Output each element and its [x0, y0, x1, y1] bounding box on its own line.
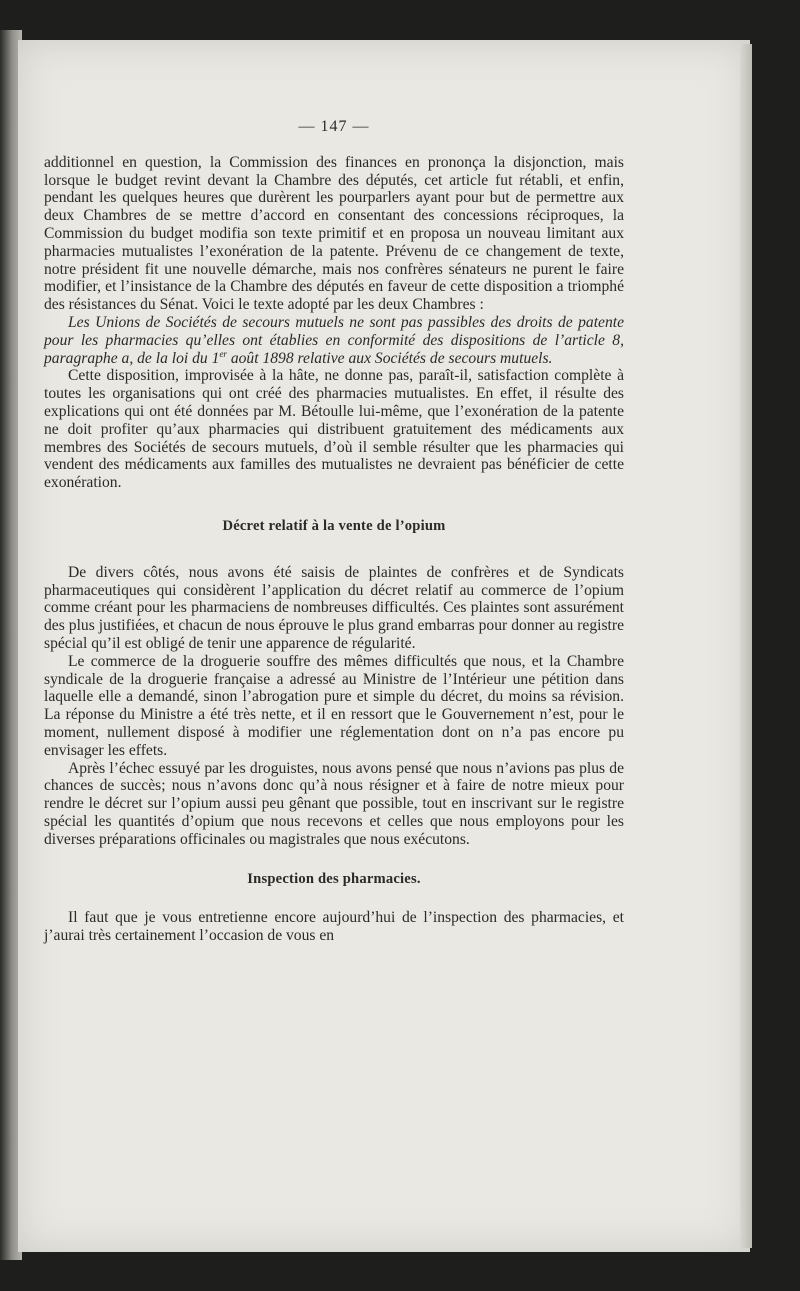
heading-opium: Décret relatif à la vente de l’opium	[222, 517, 446, 534]
quote-text-end: août 1898 relative aux Sociétés de secours mutuels.	[226, 349, 553, 367]
page-content	[44, 118, 624, 945]
paragraph-inspection-1: Il faut que je vous entretienne encore aujourd’hui de l’inspection des pharmacies, et j’aurai très certainement l’occasion de vous en	[44, 909, 624, 945]
paragraph-opium-3: Après l’échec essuyé par les droguistes, nous avons pensé que nous n’avions pas plus de chances de succès; nous n’avons donc qu’à nous résigner et à faire de notre mieux pour rendre le décret sur l’opium aussi peu gênant que possible, tout en inscrivant sur le registre spécial les quantités d’opium que nous recevons et celles que nous employons pour les diverses préparations officinales ou magistrales que nous exécutons.	[44, 759, 624, 848]
page-number: — 147 —	[298, 118, 370, 135]
heading-inspection: Inspection des pharmacies.	[247, 871, 421, 888]
paragraph-opium-1: De divers côtés, nous avons été saisis de plaintes de confrères et de Syndicats pharmaceutiques qui considèrent l’application du décret relatif au commerce de l’opium comme créant pour les pharmaciens de nombreuses difficultés. Ces plaintes sont assurément des plus justifiées, et chacun de nous éprouve le plus grand embarras pour donner au registre spécial qu’il est obligé de tenir une apparence de régularité.	[44, 563, 624, 652]
quote-superscript: er	[219, 348, 227, 359]
quote-text-start: Les Unions de Sociétés de secours mutuels ne sont pas passibles des droits de patente pour les pharmacies qu’elles ont établies en conformité des dispositions de l’article 8, paragraphe a, de la loi du 1	[44, 313, 624, 367]
quoted-law-text	[44, 314, 624, 367]
paragraph-disposition: Cette disposition, improvisée à la hâte, ne donne pas, paraît-il, satisfaction complète à toutes les organisations qui ont créé des pharmacies mutualistes. En effet, il résulte des explications qui ont été données par M. Bétoulle lui-même, que l’exonération de la patente ne doit profiter qu’aux pharmacies qui distribuent gratuitement des médicaments aux membres des Sociétés de secours mutuels, d’où il semble résulter que les pharmacies qui vendent des médicaments aux familles des mutualistes ne devraient pas bénéficier de cette exonération.	[44, 367, 624, 492]
page-edge-stack	[740, 44, 752, 1248]
paragraph-opium-2: Le commerce de la droguerie souffre des mêmes difficultés que nous, et la Chambre syndicale de la droguerie française a adressé au Ministre de l’Intérieur une pétition dans laquelle elle a demandé, sinon l’abrogation pure et simple du décret, du moins sa révision. La réponse du Ministre a été très nette, et il en ressort que le Gouvernement n’est, pour le moment, nullement disposé à modifier une réglementation dont on n’a pas encore pu envisager les effets.	[44, 652, 624, 759]
paragraph-intro: additionnel en question, la Commission des finances en prononça la disjonction, mais lorsque le budget revint devant la Chambre des députés, cet article fut rétabli, et enfin, pendant les quelques heures que durèrent les pourparlers ayant pour but de permettre aux deux Chambres de se mettre d’accord en consentant des concessions réciproques, la Commission du budget modifia son texte primitif et en proposa un nouveau limitant aux pharmacies mutualistes l’exonération de la patente. Prévenu de ce changement de texte, notre président fit une nouvelle démarche, mais nos confrères sénateurs ne purent le faire modifier, et l’insistance de la Chambre des députés en faveur de cette disposition a triomphé des résistances du Sénat. Voici le texte adopté par les deux Chambres :	[44, 153, 624, 314]
